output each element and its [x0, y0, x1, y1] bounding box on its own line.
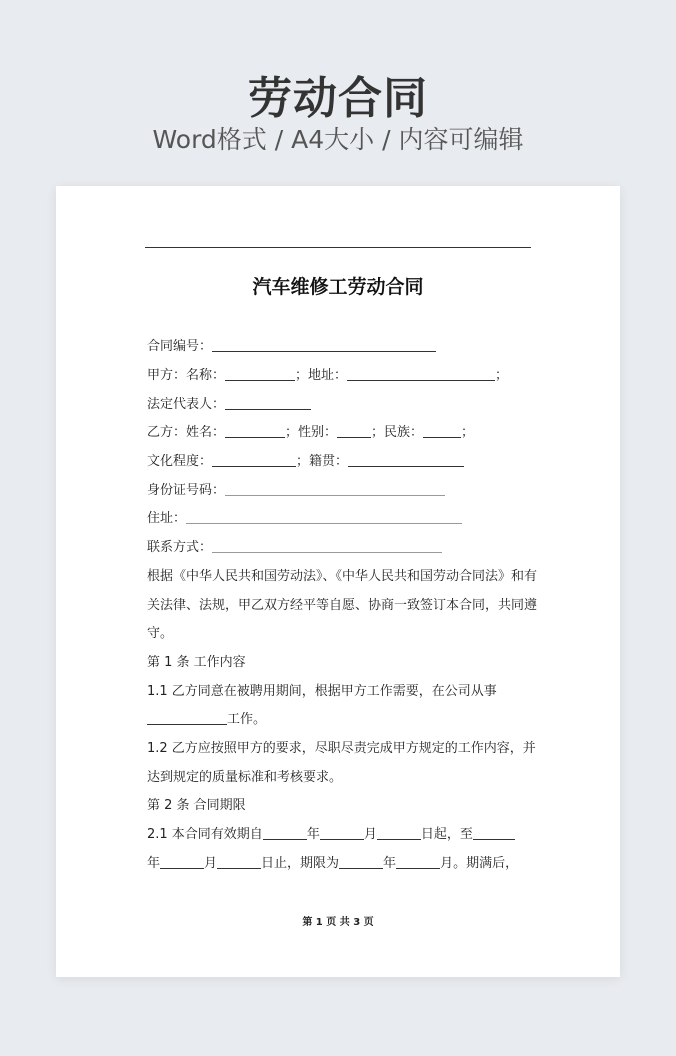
- address-blank[interactable]: [186, 509, 462, 524]
- end-day-blank[interactable]: [217, 854, 261, 869]
- party-b-end: ；: [461, 425, 475, 440]
- preamble-line-3: 守。: [147, 626, 174, 641]
- article-2-title: 第 2 条 合同期限: [147, 798, 246, 813]
- contact-label: 联系方式：: [147, 540, 213, 555]
- party-a-address-blank[interactable]: [347, 366, 495, 381]
- document-page: [56, 186, 620, 977]
- page-footer: 第 1 页 共 3 页: [302, 917, 374, 928]
- native-place-label: ；籍贯：: [296, 454, 349, 469]
- end-day-label: 日止，期限为: [261, 856, 340, 871]
- party-a-name-blank[interactable]: [225, 366, 295, 381]
- education-line: [147, 452, 547, 472]
- clause-2-1-line-2: [147, 854, 547, 874]
- preamble-line-1: 根据《中华人民共和国劳动法》、《中华人民共和国劳动合同法》和有: [147, 569, 538, 584]
- id-number-line: [147, 481, 547, 501]
- party-b-name-label: 乙方：姓名：: [147, 425, 226, 440]
- start-day-label: 日起，至: [420, 827, 473, 842]
- party-a-name-label: 甲方：名称：: [147, 368, 226, 383]
- contact-blank[interactable]: [212, 538, 442, 553]
- party-a-line: [147, 366, 547, 386]
- education-blank[interactable]: [212, 452, 296, 467]
- party-b-ethnicity-label: ；民族：: [371, 425, 424, 440]
- start-year-label: 年: [306, 827, 320, 842]
- party-b-name-blank[interactable]: [225, 423, 285, 438]
- contract-number-blank[interactable]: [212, 337, 436, 352]
- term-year-blank[interactable]: [339, 854, 383, 869]
- document-title: 汽车维修工劳动合同: [252, 276, 424, 298]
- education-label: 文化程度：: [147, 454, 213, 469]
- party-b-line: [147, 423, 547, 443]
- start-month-blank[interactable]: [320, 825, 364, 840]
- party-b-gender-blank[interactable]: [337, 423, 371, 438]
- native-place-blank[interactable]: [348, 452, 464, 467]
- header-rule: [145, 247, 531, 248]
- clause-1-1-line-2: [147, 710, 547, 730]
- clause-1-1-suffix: 工作。: [227, 712, 267, 727]
- legal-rep-line: [147, 395, 547, 415]
- end-month-label: 月: [204, 856, 218, 871]
- clause-1-2-line-1: 1.2 乙方应按照甲方的要求，尽职尽责完成甲方规定的工作内容，并: [147, 741, 536, 756]
- address-label: 住址：: [147, 511, 187, 526]
- address-line: [147, 509, 547, 529]
- clause-2-1-line-1: [147, 825, 547, 845]
- banner-subtitle: Word格式 / A4大小 / 内容可编辑: [152, 125, 524, 154]
- id-number-blank[interactable]: [225, 481, 445, 496]
- start-month-label: 月: [363, 827, 377, 842]
- contract-number-label: 合同编号：: [147, 339, 213, 354]
- banner-title: 劳动合同: [248, 73, 428, 124]
- job-position-blank[interactable]: [147, 710, 227, 725]
- start-day-blank[interactable]: [377, 825, 421, 840]
- party-b-ethnicity-blank[interactable]: [423, 423, 461, 438]
- party-b-gender-label: ；性别：: [285, 425, 338, 440]
- term-year-label: 年: [383, 856, 397, 871]
- party-a-end: ；: [495, 368, 509, 383]
- term-month-blank[interactable]: [396, 854, 440, 869]
- end-month-blank[interactable]: [160, 854, 204, 869]
- contact-line: [147, 538, 547, 558]
- legal-rep-blank[interactable]: [225, 395, 311, 410]
- clause-1-2-line-2: 达到规定的质量标准和考核要求。: [147, 770, 343, 785]
- start-year-blank[interactable]: [263, 825, 307, 840]
- legal-rep-label: 法定代表人：: [147, 397, 226, 412]
- end-year-blank-1[interactable]: [473, 825, 515, 840]
- end-year-label: 年: [147, 856, 161, 871]
- preamble-line-2: 关法律、法规，甲乙双方经平等自愿、协商一致签订本合同，共同遵: [147, 598, 538, 613]
- party-a-address-label: ；地址：: [295, 368, 348, 383]
- clause-1-1-line-1: 1.1 乙方同意在被聘用期间，根据甲方工作需要，在公司从事: [147, 684, 497, 699]
- article-1-title: 第 1 条 工作内容: [147, 655, 246, 670]
- contract-number-line: [147, 337, 547, 357]
- term-month-label: 月。期满后，: [440, 856, 519, 871]
- id-number-label: 身份证号码：: [147, 483, 226, 498]
- clause-2-1-start: 2.1 本合同有效期自: [147, 827, 263, 842]
